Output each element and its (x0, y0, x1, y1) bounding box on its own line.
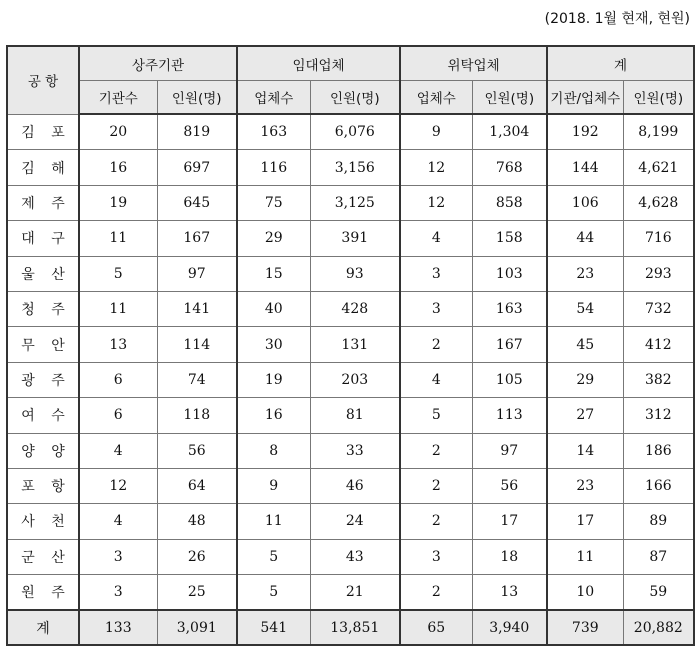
airport-name: 군 산 (7, 539, 79, 574)
table-row (7, 150, 694, 185)
table-cell: 3 (400, 539, 472, 574)
table-row (7, 256, 694, 291)
airport-name: 포 항 (7, 468, 79, 503)
table-cell: 5 (400, 398, 472, 433)
total-cell: 739 (547, 610, 623, 645)
table-cell: 93 (310, 256, 400, 291)
table-cell: 167 (157, 221, 237, 256)
table-cell: 12 (79, 468, 157, 503)
table-cell: 105 (472, 362, 547, 397)
table-cell: 158 (472, 221, 547, 256)
table-cell: 27 (547, 398, 623, 433)
table-cell: 391 (310, 221, 400, 256)
table-cell: 3 (400, 256, 472, 291)
airport-name: 여 수 (7, 398, 79, 433)
table-cell: 19 (79, 185, 157, 220)
table-cell: 11 (547, 539, 623, 574)
table-cell: 45 (547, 327, 623, 362)
header-sub: 인원(명) (472, 81, 547, 115)
table-cell: 412 (623, 327, 694, 362)
airport-name: 사 천 (7, 504, 79, 539)
table-cell: 44 (547, 221, 623, 256)
airport-name: 양 양 (7, 433, 79, 468)
header-sub: 인원(명) (623, 81, 694, 115)
header-group-resident: 상주기관 (79, 46, 237, 81)
table-cell: 167 (472, 327, 547, 362)
table-cell: 4,628 (623, 185, 694, 220)
table-row (7, 433, 694, 468)
header-sub: 인원(명) (157, 81, 237, 115)
table-cell: 56 (472, 468, 547, 503)
table-cell: 59 (623, 575, 694, 611)
table-cell: 163 (237, 114, 310, 150)
header-airport: 공 항 (7, 46, 79, 114)
table-cell: 3,156 (310, 150, 400, 185)
table-cell: 33 (310, 433, 400, 468)
total-cell: 65 (400, 610, 472, 645)
table-cell: 5 (237, 575, 310, 611)
table-cell: 2 (400, 433, 472, 468)
table-cell: 75 (237, 185, 310, 220)
table-cell: 97 (472, 433, 547, 468)
header-sub: 기관/업체수 (547, 81, 623, 115)
table-cell: 144 (547, 150, 623, 185)
header-sub: 업체수 (237, 81, 310, 115)
table-cell: 74 (157, 362, 237, 397)
table-cell: 3,125 (310, 185, 400, 220)
table-cell: 14 (547, 433, 623, 468)
table-cell: 186 (623, 433, 694, 468)
table-row (7, 575, 694, 611)
table-cell: 13 (472, 575, 547, 611)
total-label: 계 (7, 610, 79, 645)
table-row (7, 362, 694, 397)
table-cell: 716 (623, 221, 694, 256)
table-cell: 192 (547, 114, 623, 150)
table-cell: 40 (237, 291, 310, 326)
table-cell: 4 (400, 362, 472, 397)
table-cell: 166 (623, 468, 694, 503)
table-cell: 293 (623, 256, 694, 291)
table-cell: 11 (79, 221, 157, 256)
total-cell: 20,882 (623, 610, 694, 645)
table-row (7, 504, 694, 539)
airport-name: 울 산 (7, 256, 79, 291)
table-cell: 428 (310, 291, 400, 326)
table-cell: 6,076 (310, 114, 400, 150)
total-cell: 3,940 (472, 610, 547, 645)
table-cell: 4 (79, 433, 157, 468)
table-cell: 768 (472, 150, 547, 185)
table-cell: 20 (79, 114, 157, 150)
header-sub: 인원(명) (310, 81, 400, 115)
table-cell: 11 (79, 291, 157, 326)
table-cell: 43 (310, 539, 400, 574)
table-cell: 3 (79, 539, 157, 574)
table-cell: 23 (547, 256, 623, 291)
table-cell: 46 (310, 468, 400, 503)
table-cell: 141 (157, 291, 237, 326)
table-cell: 697 (157, 150, 237, 185)
table-cell: 17 (547, 504, 623, 539)
table-cell: 3 (79, 575, 157, 611)
header-sub: 업체수 (400, 81, 472, 115)
table-row (7, 291, 694, 326)
table-cell: 12 (400, 150, 472, 185)
table-cell: 29 (547, 362, 623, 397)
table-cell: 10 (547, 575, 623, 611)
table-cell: 24 (310, 504, 400, 539)
table-cell: 87 (623, 539, 694, 574)
table-row (7, 468, 694, 503)
table-row (7, 114, 694, 150)
airport-name: 광 주 (7, 362, 79, 397)
table-cell: 89 (623, 504, 694, 539)
table-cell: 4 (79, 504, 157, 539)
table-cell: 6 (79, 398, 157, 433)
table-cell: 3 (400, 291, 472, 326)
table-cell: 5 (237, 539, 310, 574)
table-cell: 382 (623, 362, 694, 397)
table-cell: 13 (79, 327, 157, 362)
table-cell: 25 (157, 575, 237, 611)
table-cell: 54 (547, 291, 623, 326)
total-cell: 541 (237, 610, 310, 645)
header-group-consign: 위탁업체 (400, 46, 547, 81)
table-cell: 9 (237, 468, 310, 503)
total-row (7, 610, 694, 645)
table-cell: 18 (472, 539, 547, 574)
airport-name: 청 주 (7, 291, 79, 326)
table-cell: 48 (157, 504, 237, 539)
table-cell: 8,199 (623, 114, 694, 150)
table-cell: 17 (472, 504, 547, 539)
table-cell: 1,304 (472, 114, 547, 150)
table-cell: 732 (623, 291, 694, 326)
table-row (7, 221, 694, 256)
airport-name: 원 주 (7, 575, 79, 611)
table-cell: 11 (237, 504, 310, 539)
table-cell: 118 (157, 398, 237, 433)
table-cell: 2 (400, 575, 472, 611)
table-cell: 858 (472, 185, 547, 220)
airport-staff-table (6, 45, 695, 646)
table-cell: 5 (79, 256, 157, 291)
table-row (7, 398, 694, 433)
airport-name: 제 주 (7, 185, 79, 220)
table-cell: 64 (157, 468, 237, 503)
table-cell: 645 (157, 185, 237, 220)
header-group-lease: 임대업체 (237, 46, 400, 81)
table-cell: 131 (310, 327, 400, 362)
table-cell: 16 (237, 398, 310, 433)
header-sub: 기관수 (79, 81, 157, 115)
table-cell: 15 (237, 256, 310, 291)
airport-name: 김 해 (7, 150, 79, 185)
table-cell: 6 (79, 362, 157, 397)
table-cell: 12 (400, 185, 472, 220)
airport-name: 무 안 (7, 327, 79, 362)
table-cell: 81 (310, 398, 400, 433)
table-cell: 114 (157, 327, 237, 362)
airport-name: 김 포 (7, 114, 79, 150)
airport-name: 대 구 (7, 221, 79, 256)
table-cell: 97 (157, 256, 237, 291)
table-cell: 203 (310, 362, 400, 397)
total-cell: 3,091 (157, 610, 237, 645)
table-cell: 163 (472, 291, 547, 326)
table-cell: 19 (237, 362, 310, 397)
table-row (7, 539, 694, 574)
table-cell: 26 (157, 539, 237, 574)
table-cell: 103 (472, 256, 547, 291)
table-cell: 106 (547, 185, 623, 220)
table-row (7, 185, 694, 220)
table-cell: 2 (400, 504, 472, 539)
table-body (7, 114, 694, 610)
table-cell: 56 (157, 433, 237, 468)
table-cell: 21 (310, 575, 400, 611)
table-cell: 8 (237, 433, 310, 468)
table-cell: 312 (623, 398, 694, 433)
table-cell: 113 (472, 398, 547, 433)
table-cell: 2 (400, 468, 472, 503)
table-cell: 29 (237, 221, 310, 256)
table-cell: 9 (400, 114, 472, 150)
table-row (7, 327, 694, 362)
total-cell: 13,851 (310, 610, 400, 645)
table-cell: 4,621 (623, 150, 694, 185)
header-group-total: 계 (547, 46, 694, 81)
table-cell: 23 (547, 468, 623, 503)
table-cell: 4 (400, 221, 472, 256)
table-cell: 819 (157, 114, 237, 150)
date-note: (2018. 1월 현재, 현원) (544, 11, 690, 27)
table-cell: 116 (237, 150, 310, 185)
total-cell: 133 (79, 610, 157, 645)
table-cell: 16 (79, 150, 157, 185)
table-cell: 30 (237, 327, 310, 362)
table-cell: 2 (400, 327, 472, 362)
